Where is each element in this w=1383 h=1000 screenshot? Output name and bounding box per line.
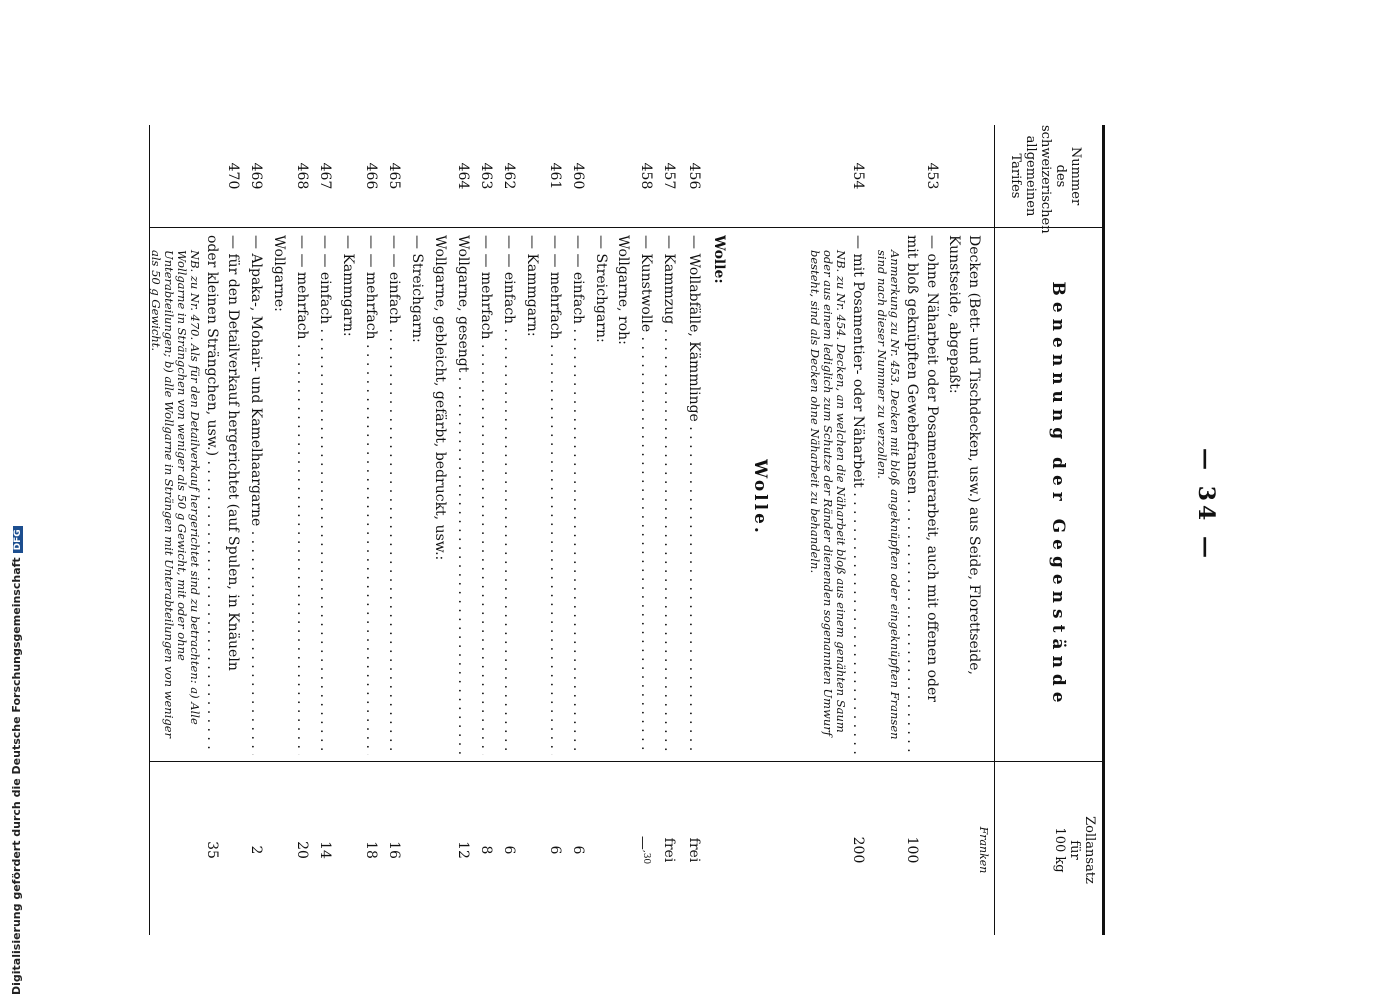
table-row bbox=[683, 75, 705, 935]
table-row bbox=[222, 75, 244, 935]
row-duty: 18 bbox=[363, 841, 379, 859]
row-duty: 8 bbox=[478, 845, 494, 855]
table-row bbox=[268, 75, 290, 935]
header-num-line: schweizerischen bbox=[1038, 125, 1053, 234]
header-duty-line: Zollansatz bbox=[1082, 816, 1097, 884]
credit-text: Digitalisierung gefördert durch die Deutsche Forschungsgemeinschaft bbox=[10, 557, 23, 995]
table-row bbox=[708, 75, 730, 935]
table-row bbox=[943, 75, 965, 935]
row-text: — Kammgarn: bbox=[524, 235, 540, 337]
header-num-line: Tarifes bbox=[1008, 153, 1023, 199]
row-text: — Kunstwolle . . . bbox=[635, 235, 657, 755]
row-number: 464 bbox=[455, 162, 471, 190]
note-470: NB. zu Nr. 470. Als für den Detailverkauf hergerichtet sind zu betrachten: a) Alle Wollgarne in Strängchen von weniger als 50 g Gewicht, mit oder ohne Unterabteilungen; b) alle Wollgarne in Strängen mit Unterabteilungen von weniger als 50 g Gewicht. bbox=[149, 250, 202, 739]
row-duty: 100 bbox=[904, 836, 920, 864]
table-row bbox=[921, 75, 943, 935]
row-text: — — mehrfach . . . bbox=[544, 235, 566, 755]
row-text: Decken (Bett- und Tischdecken, usw.) aus Seide, Florettseide, bbox=[966, 235, 982, 676]
row-text: — — mehrfach . . . bbox=[291, 235, 313, 755]
table-row bbox=[635, 75, 657, 935]
row-text: — für den Detailverkauf hergerichtet (auf Spulen, in Knäueln bbox=[225, 235, 241, 671]
section-subtitle: Wolle: bbox=[711, 235, 727, 284]
row-number: 461 bbox=[547, 162, 563, 190]
table-row bbox=[847, 75, 869, 935]
table-row bbox=[452, 75, 474, 935]
dfg-logo: DFG bbox=[13, 526, 23, 553]
row-number: 466 bbox=[363, 162, 379, 190]
row-number: 453 bbox=[924, 162, 940, 190]
row-number: 458 bbox=[638, 162, 654, 190]
table-row bbox=[658, 75, 680, 935]
row-number: 463 bbox=[478, 162, 494, 190]
row-number: 465 bbox=[386, 162, 402, 190]
rotated-page bbox=[125, 75, 1225, 935]
table-row bbox=[475, 75, 497, 935]
row-text: Kunstseide, abgepaßt: bbox=[946, 235, 962, 394]
digitization-credit bbox=[10, 5, 24, 995]
table-row bbox=[429, 75, 451, 935]
row-number: 462 bbox=[501, 162, 517, 190]
row-text: — — einfach . . . bbox=[383, 235, 405, 755]
table-row bbox=[201, 75, 223, 935]
duty-cents: ,30 bbox=[641, 849, 651, 865]
row-duty: 12 bbox=[455, 841, 471, 859]
row-number: 460 bbox=[570, 162, 586, 190]
note-453: Anmerkung zu Nr. 453. Decken mit bloß angeknüpften oder eingeknüpften Fransen sind nach dieser Nummer zu verzollen. bbox=[875, 250, 902, 740]
row-text: mit bloß geknüpften Gewebefransen . . . bbox=[901, 235, 923, 755]
row-duty: 20 bbox=[294, 841, 310, 859]
row-number: 467 bbox=[317, 162, 333, 190]
row-text: — — einfach . . . bbox=[314, 235, 336, 755]
row-duty bbox=[631, 765, 657, 935]
row-number: 469 bbox=[248, 162, 264, 190]
row-text: — mit Posamentier- oder Näharbeit . . . bbox=[847, 235, 869, 755]
table-row bbox=[291, 75, 313, 935]
row-text: — — mehrfach . . . bbox=[475, 235, 497, 755]
row-duty: 35 bbox=[204, 841, 220, 859]
note-454: NB. zu Nr. 454. Decken, an welchen die Näharbeit bloß aus einem genähten Saum oder aus einem lediglich zum Schutze der Ränder dienenden sogenannten Umwurf besteht, sind als Decken ohne Näharbeit zu behandeln. bbox=[808, 250, 848, 737]
section-title: Wolle. bbox=[750, 459, 770, 536]
table-row bbox=[901, 75, 923, 935]
row-text: oder kleinen Strängchen, usw.) . . . bbox=[201, 235, 223, 755]
row-duty: 2 bbox=[248, 845, 264, 855]
row-text: — Alpaka-, Mohair- und Kamelhaargarne . . . bbox=[245, 235, 267, 755]
page-number: — 34 — bbox=[1193, 448, 1219, 562]
header-number-column bbox=[995, 125, 1105, 234]
row-text: — — mehrfach . . . bbox=[360, 235, 382, 755]
table-row bbox=[590, 75, 612, 935]
row-number: 470 bbox=[225, 162, 241, 190]
row-duty: 6 bbox=[501, 845, 517, 855]
row-duty: frei bbox=[686, 837, 702, 863]
table-row bbox=[314, 75, 336, 935]
row-number: 468 bbox=[294, 162, 310, 190]
table-row bbox=[963, 75, 985, 935]
row-duty: 6 bbox=[547, 845, 563, 855]
header-name-column: Benennung der Gegenstände bbox=[1048, 281, 1068, 709]
row-text: — — einfach . . . bbox=[567, 235, 589, 755]
table-row bbox=[498, 75, 520, 935]
header-duty-line: 100 kg bbox=[1052, 827, 1067, 873]
row-duty: frei bbox=[661, 837, 677, 863]
table-row bbox=[544, 75, 566, 935]
header-num-line: Nummer bbox=[1068, 146, 1083, 206]
table-row bbox=[383, 75, 405, 935]
row-text: — Kammzug . . . bbox=[658, 235, 680, 755]
table-row bbox=[337, 75, 359, 935]
row-text: Wollgarne, gesengt . . . bbox=[452, 235, 474, 755]
row-text: Wollgarne, gebleicht, gefärbt, bedruckt, usw.: bbox=[432, 235, 448, 561]
duty-dash: — bbox=[634, 835, 651, 850]
row-duty: 16 bbox=[386, 841, 402, 859]
row-number: 454 bbox=[850, 162, 866, 190]
row-text: Wollgarne, roh: bbox=[615, 235, 631, 345]
row-text: — Streichgarn: bbox=[593, 235, 609, 343]
table-row bbox=[360, 75, 382, 935]
table-row bbox=[406, 75, 428, 935]
header-num-line: des bbox=[1053, 164, 1068, 188]
header-num-line: allgemeinen bbox=[1023, 135, 1038, 217]
row-text: — Streichgarn: bbox=[409, 235, 425, 343]
row-duty: 14 bbox=[317, 841, 333, 859]
row-duty: 6 bbox=[570, 845, 586, 855]
table-row bbox=[567, 75, 589, 935]
row-text: — Wollabfälle, Kämmlinge . . . bbox=[683, 235, 705, 755]
table-row bbox=[612, 75, 634, 935]
row-text: — Kammgarn: bbox=[340, 235, 356, 337]
row-number: 456 bbox=[686, 162, 702, 190]
header-duty-line: für bbox=[1067, 840, 1082, 860]
row-text: Wollgarne: bbox=[271, 235, 287, 312]
row-number: 457 bbox=[661, 162, 677, 190]
table-row bbox=[245, 75, 267, 935]
row-text: — — einfach . . . bbox=[498, 235, 520, 755]
row-text: — ohne Näharbeit oder Posamentierarbeit, auch mit offenen oder bbox=[924, 235, 940, 702]
duty-unit: Franken bbox=[977, 826, 990, 874]
table-row bbox=[521, 75, 543, 935]
header-duty-column bbox=[995, 765, 1105, 935]
row-duty: 200 bbox=[850, 836, 866, 864]
